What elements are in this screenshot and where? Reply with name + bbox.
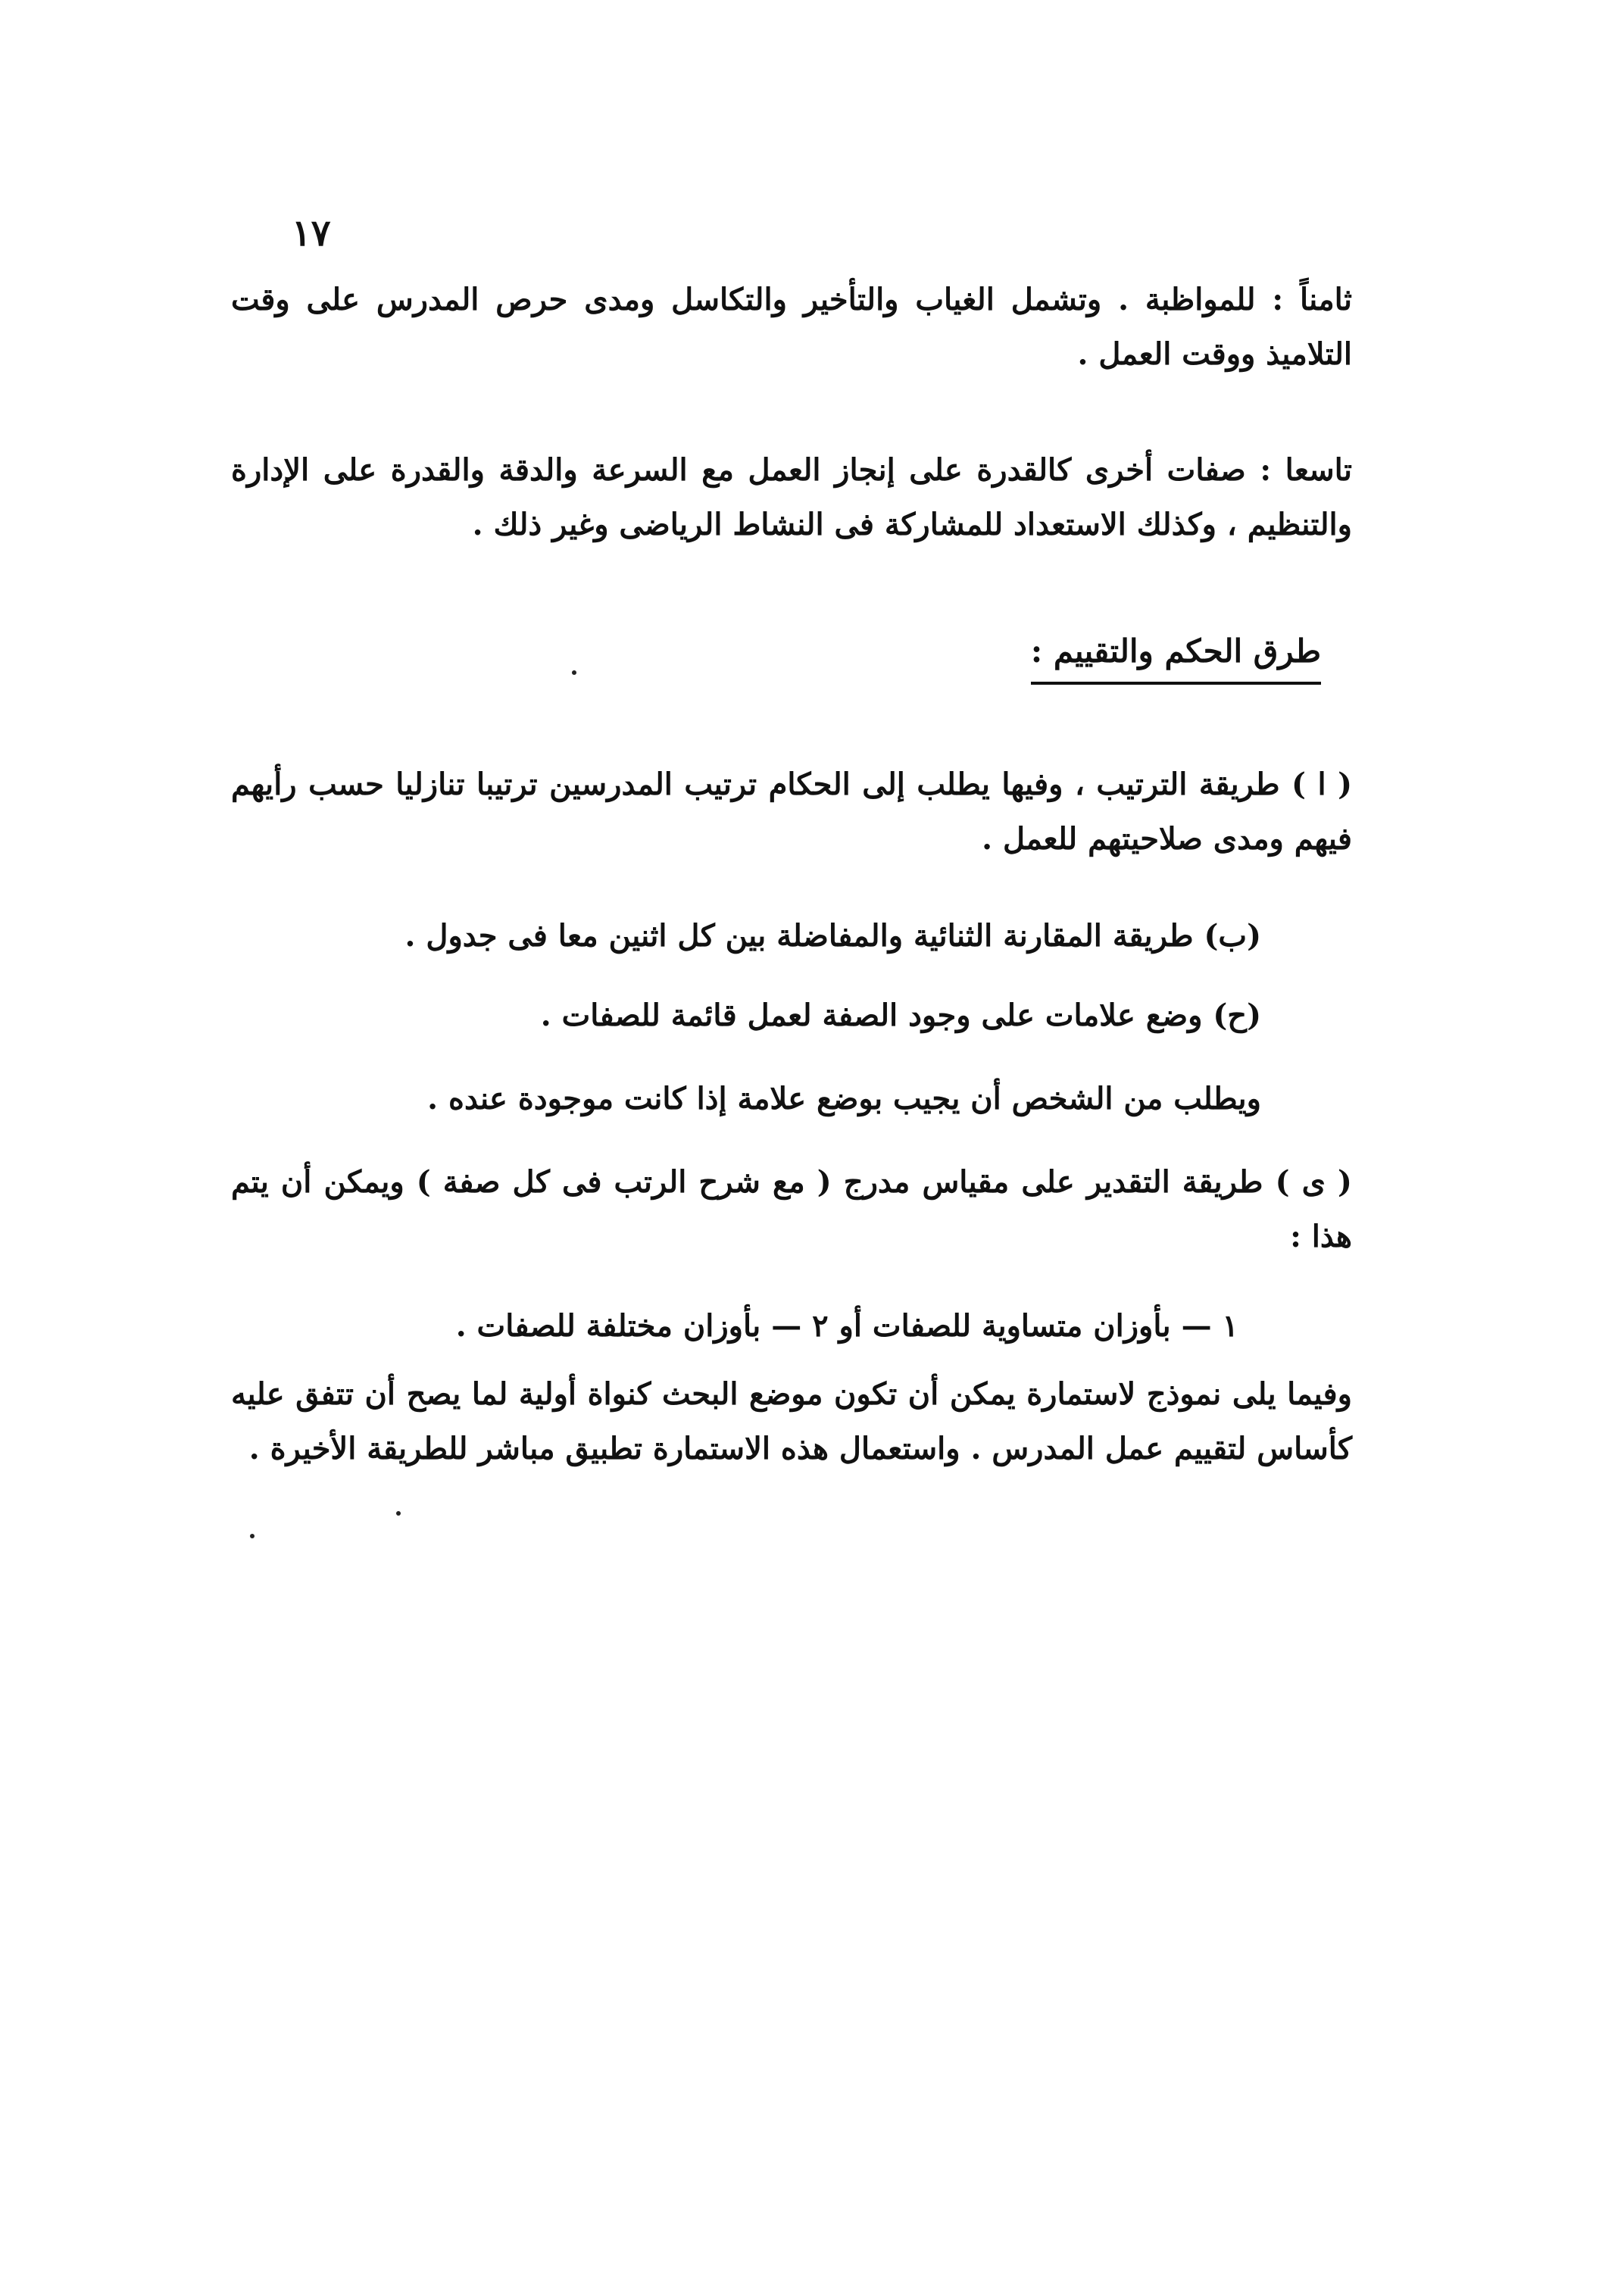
item-a: ( ا ) طريقة الترتيب ، وفيها يطلب إلى الحكام ترتيب المدرسين ترتيبا تنازليا حسب رأيهم فيهم ومدى صلاحيتهم للعمل . [231, 767, 1352, 857]
scan-speck [250, 1534, 255, 1538]
weights-options: ١ — بأوزان متساوية للصفات أو ٢ — بأوزان مختلفة للصفات . [455, 1308, 1238, 1344]
item-b: (ب) طريقة المقارنة الثنائية والمفاضلة بين كل اثنين معا فى جدول . [404, 918, 1261, 954]
scan-speck [396, 1511, 401, 1516]
page-number: ١٧ [292, 212, 331, 254]
paragraph-ninth: تاسعا : صفات أخرى كالقدرة على إنجاز العمل مع السرعة والدقة والقدرة على الإدارة والتنظيم ، وكذلك الاستعداد للمشاركة فى النشاط الرياضى وغير ذلك . [231, 452, 1352, 542]
item-c-note: ويطلب من الشخص أن يجيب بوضع علامة إذا كانت موجودة عنده . [427, 1081, 1261, 1116]
section-heading: طرق الحكم والتقييم : [1031, 629, 1321, 685]
scan-speck [572, 670, 576, 675]
paragraph-eighth: ثامناً : للمواظبة . وتشمل الغياب والتأخير والتكاسل ومدى حرص المدرس على وقت التلاميذ ووقت العمل . [231, 282, 1352, 372]
item-c: (ح) وضع علامات على وجود الصفة لعمل قائمة للصفات . [540, 998, 1261, 1033]
item-d: ( ى ) طريقة التقدير على مقياس مدرج ( مع شرح الرتب فى كل صفة ) ويمكن أن يتم هذا : [231, 1164, 1352, 1254]
closing-paragraph: وفيما يلى نموذج لاستمارة يمكن أن تكون موضع البحث كنواة أولية لما يصح أن تتفق عليه كأساس لتقييم عمل المدرس . واستعمال هذه الاستمارة تطبيق مباشر للطريقة الأخيرة . [231, 1376, 1352, 1466]
